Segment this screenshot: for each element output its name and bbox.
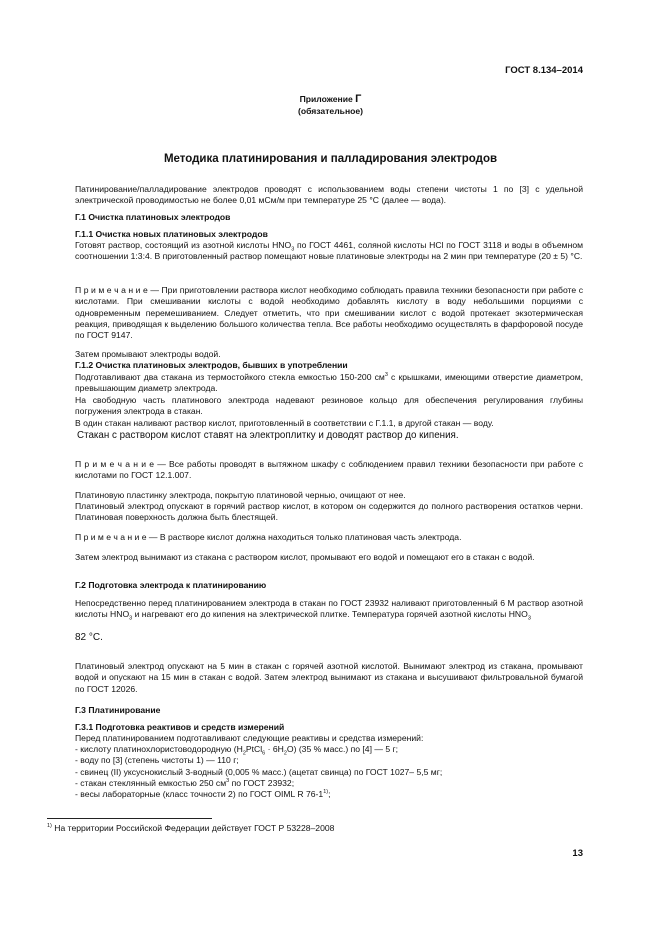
- section-g2-heading: Г.2 Подготовка электрода к платинированию: [75, 580, 267, 590]
- footnote-ref: 1): [323, 789, 329, 796]
- list-item: - воду по [3] (степень чистоты 1) — 110 г;: [75, 755, 239, 766]
- section-g3-heading: Г.3 Платинирование: [75, 705, 161, 715]
- list-text: O) (35 % масс.) по [4] — 5 г;: [286, 744, 399, 754]
- rinse-text: Затем промывают электроды водой.: [75, 349, 221, 359]
- g2-paragraph-1: [75, 598, 583, 621]
- subscript: 6: [262, 750, 266, 757]
- list-item: - свинец (II) уксуснокислый 3-водный (0,005 % масс.) (ацетат свинца) по ГОСТ 1027– 5,5 мг;: [75, 766, 443, 777]
- section-g11-heading: Г.1.1 Очистка новых платиновых электродов: [75, 229, 268, 239]
- appendix-label: [0, 93, 661, 105]
- subscript: 3: [291, 246, 295, 253]
- list-text: · 6H: [265, 744, 284, 754]
- superscript: 3: [226, 778, 230, 785]
- note-2-text: — Все работы проводят в вытяжном шкафу с соблюдением правил техники безопасности при работе с кислотами по ГОСТ 12.1.007.: [75, 459, 583, 481]
- list-item: [75, 778, 583, 789]
- note-2: [75, 459, 583, 482]
- appendix-letter: Г: [355, 93, 362, 105]
- g11-text-b: по ГОСТ 4461, соляной кислоты HCl по ГОСТ 3118 и воды в объемном соотношении 1:3:4. В приготовленный раствор помещают новые платиновые электроды на 2 мин при температуре (20 ± 5) °С.: [75, 240, 584, 262]
- note-label: П р и м е ч а н и е: [75, 532, 147, 542]
- g12-p1-text-a: Подготавливают два стакана из термостойкого стекла емкостью 150-200 см: [75, 372, 385, 382]
- footnote-divider: [47, 818, 212, 819]
- reagent-list: [75, 744, 583, 800]
- section-g12-heading: Г.1.2 Очистка платиновых электродов, бывших в употреблении: [75, 360, 348, 370]
- g12-paragraph-2: На свободную часть платинового электрода надевают резиновое кольцо для обеспечения регулирования глубины погружения электрода в стакан.: [75, 395, 583, 417]
- g11-text-a: Готовят раствор, состоящий из азотной кислоты HNO: [75, 240, 292, 250]
- list-text: - стакан стеклянный емкостью 250 см: [75, 777, 227, 788]
- g12-paragraph-1: [75, 372, 583, 395]
- footnote-mark: 1): [47, 823, 52, 830]
- note-label: П р и м е ч а н и е: [75, 459, 154, 469]
- subscript: 2: [283, 750, 287, 757]
- appendix-word: Приложение: [299, 94, 353, 104]
- subscript: 3: [129, 616, 133, 623]
- g11-paragraph: [75, 240, 583, 263]
- g2-p1-text-a: Непосредственно перед платинированием электрода в стакан по ГОСТ 23932 наливают приготовленный 6 М раствор азотной кислоты HNO: [75, 598, 583, 620]
- g31-intro: Перед платинированием подготавливают следующие реактивы и средства измерений:: [75, 733, 424, 743]
- note-1: [75, 285, 583, 341]
- list-text: PtCl: [245, 744, 263, 754]
- list-text: - весы лабораторные (класс точности 2) по ГОСТ OIML R 76-1: [75, 789, 324, 800]
- g12-paragraph-6: Платиновый электрод опускают в горячий раствор кислот, в котором он содержится до полного растворения остатков черни. Платиновая поверхность должна быть блестящей.: [75, 501, 583, 523]
- subscript: 2: [242, 750, 246, 757]
- section-g31-heading: Г.3.1 Подготовка реактивов и средств измерений: [75, 722, 285, 732]
- g12-paragraph-7: Затем электрод вынимают из стакана с раствором кислот, промывают его водой и помещают его в стакан с водой.: [75, 552, 535, 562]
- note-label: П р и м е ч а н и е: [75, 285, 148, 295]
- list-text: ;: [328, 789, 331, 800]
- g2-paragraph-2: Платиновый электрод опускают на 5 мин в стакан с горячей азотной кислотой. Вынимают электрод из стакана, промывают водой и опускают на 15 мин в стакан с водой. Затем электрод вынимают из стакана и высушивают фильтровальной бумагой по ГОСТ 12026.: [75, 661, 583, 694]
- g2-p1-text-b: и нагревают его до кипения на электрической плитке. Температура горячей азотной кислоты HNO: [132, 609, 528, 620]
- g12-p1-text-b: с крышками, имеющими отверстие диаметром, превышающим диаметр электрода.: [75, 372, 583, 394]
- appendix-type: (обязательное): [297, 106, 364, 116]
- footnote-text: На территории Российской Федерации действует ГОСТ Р 53228–2008: [54, 823, 335, 833]
- document-header: ГОСТ 8.134–2014: [505, 65, 583, 76]
- section-g1-heading: Г.1 Очистка платиновых электродов: [75, 212, 231, 222]
- g12-paragraph-3: В один стакан наливают раствор кислот, приготовленный в соответствии с Г.1.1, в другой стакан — воду.: [75, 418, 494, 428]
- list-item: [75, 744, 583, 755]
- intro-paragraph: [75, 184, 583, 207]
- page-number: 13: [572, 848, 583, 859]
- note-1-text: — При приготовлении раствора кислот необходимо соблюдать правила техники безопасности при работе с кислотами. При смешивании кислоты с водой необходимо добавлять кислоту в воду небольшими порциями с одновременным перемешиванием. Следует отметить, что при смешивании кислот с водой протекает экзотермическая реакция, приводящая к выделению большого количества тепла. Все работы необходимо осуществлять в фарфоровой посуде по ГОСТ 9147.: [75, 285, 583, 341]
- intro-text: Патинирование/палладирование электродов проводят с использованием воды степени чистоты 1 по [3] с удельной электрической проводимостью не более 0,01 мСм/м при температуре 25 °С (далее — вода).: [75, 184, 583, 206]
- list-item: [75, 789, 583, 800]
- note-3-text: — В растворе кислот должна находиться только платиновая часть электрода.: [146, 532, 462, 542]
- page-title: Методика платинирования и палладирования электродов: [163, 153, 498, 165]
- g12-paragraph-5: Платиновую пластинку электрода, покрытую платиновой чернью, очищают от нее.: [75, 490, 406, 500]
- superscript: 3: [384, 372, 388, 379]
- g12-paragraph-4: Стакан с раствором кислот ставят на электроплитку и доводят раствор до кипения.: [77, 430, 459, 441]
- g2-temperature: 82 °С.: [75, 632, 103, 643]
- subscript: 3: [527, 616, 531, 623]
- note-3: [75, 532, 583, 543]
- list-text: по ГОСТ 23932;: [229, 777, 295, 788]
- list-text: - кислоту платинохлористоводородную (H: [75, 744, 243, 754]
- footnote: [47, 823, 334, 833]
